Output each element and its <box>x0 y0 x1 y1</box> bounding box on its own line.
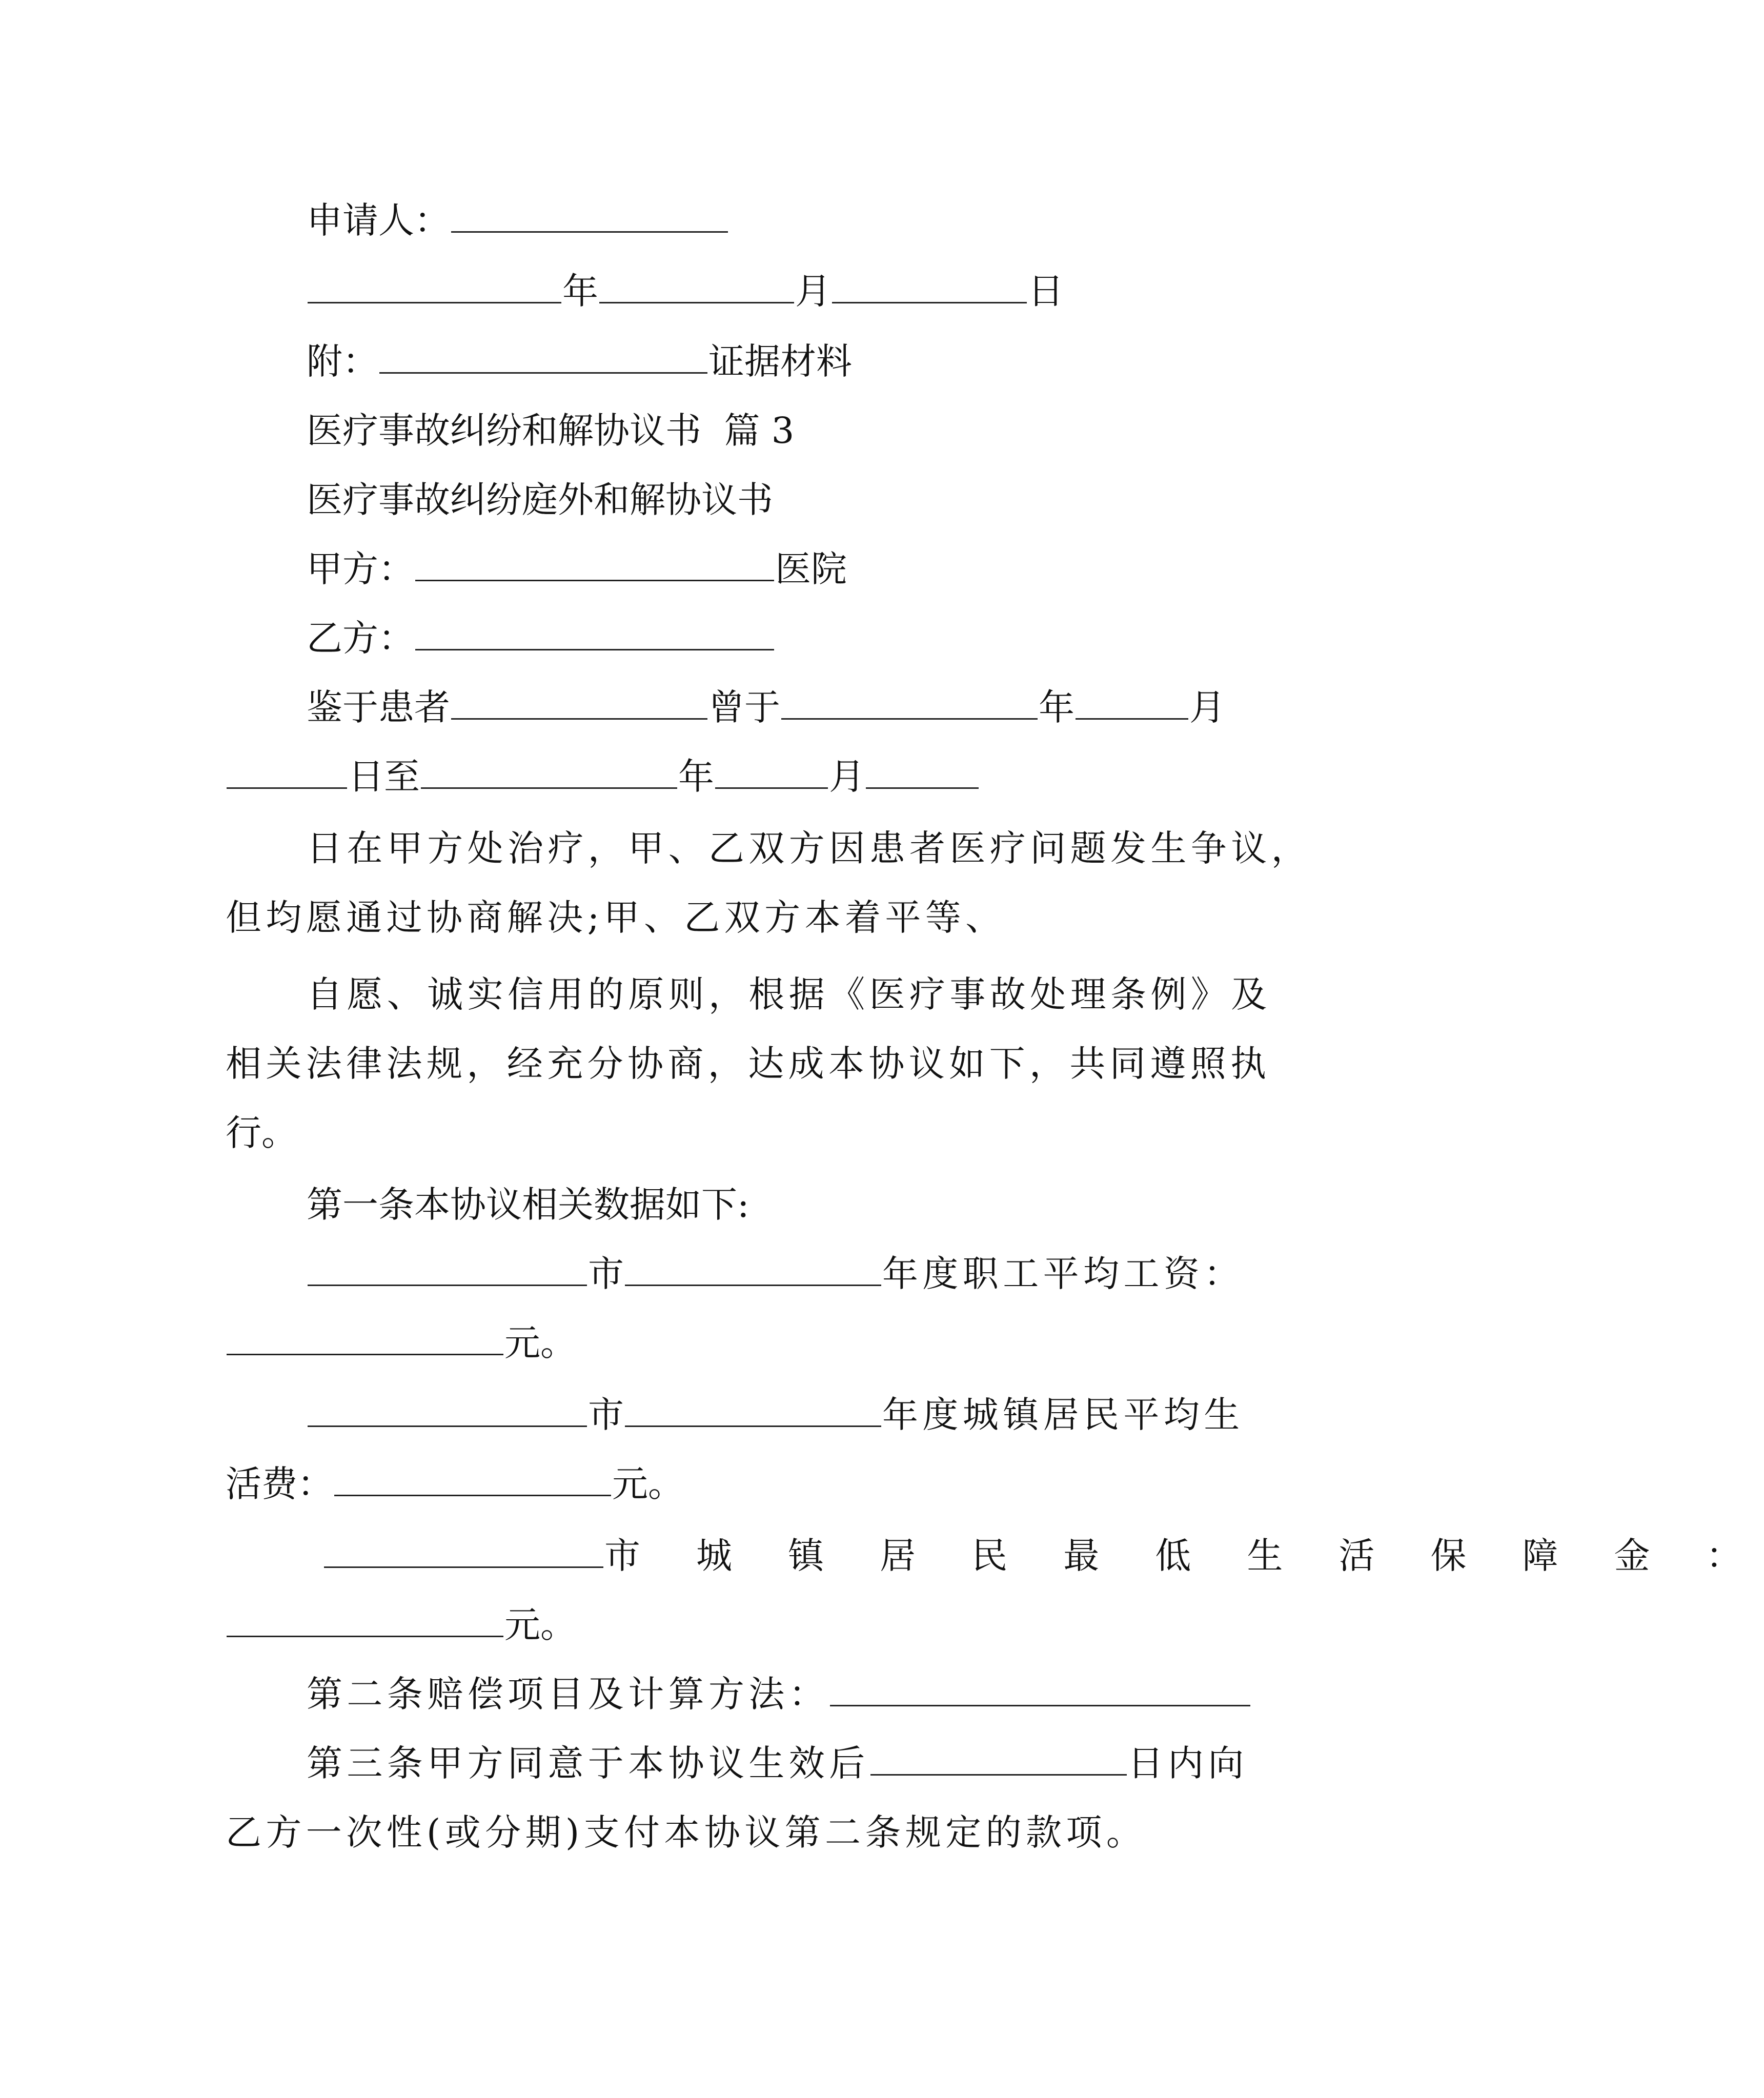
day-label: 日 <box>1028 270 1064 312</box>
wage-line <box>307 1248 1244 1299</box>
applicant-label: 申请人： <box>307 199 450 241</box>
party-a-label: 甲方： <box>307 548 414 590</box>
party-b-blank <box>415 617 774 650</box>
paragraph-line: 行。 <box>226 1112 297 1154</box>
intro-text: 月 <box>1189 686 1225 728</box>
intro-line-1 <box>307 682 1225 733</box>
intro-text: 曾于 <box>708 686 780 728</box>
wage-amount-blank <box>227 1322 503 1355</box>
minimum-amount-blank <box>227 1604 503 1637</box>
attachment-line <box>307 336 852 387</box>
minimum-label: 市 城 镇 居 民 最 低 生 活 保 障 金 ： <box>604 1535 1764 1577</box>
wage-city-blank <box>308 1253 587 1286</box>
applicant-line <box>307 195 729 246</box>
minimum-city-blank <box>324 1535 603 1568</box>
intro-text: 月 <box>829 756 865 798</box>
intro-text: 日至 <box>348 756 420 798</box>
party-b-label: 乙方： <box>307 617 414 659</box>
party-a-line <box>307 543 847 595</box>
article-1-title: 第一条本协议相关数据如下: <box>307 1184 749 1226</box>
attachment-blank <box>379 340 707 374</box>
day-blank <box>832 270 1027 303</box>
wage-year-blank <box>625 1253 881 1286</box>
paragraph-line: 但均愿通过协商解决;甲、乙双方本着平等、 <box>226 897 1006 939</box>
minimum-line <box>323 1530 1764 1581</box>
article-3-text: 第三条甲方同意于本协议生效后 <box>307 1742 869 1784</box>
year-label: 年 <box>562 270 598 312</box>
section-title: 医疗事故纠纷和解协议书 篇 3 <box>307 410 795 452</box>
year-blank <box>308 270 561 303</box>
start-day-blank <box>227 756 347 789</box>
article-3-line-1 <box>307 1738 1248 1789</box>
start-month-blank <box>1076 686 1188 720</box>
article-2-blank <box>830 1673 1250 1706</box>
wage-unit: 元。 <box>504 1322 576 1364</box>
intro-text: 鉴于患者 <box>307 686 450 728</box>
intro-text: 年 <box>1039 686 1074 728</box>
month-label: 月 <box>795 270 831 312</box>
living-city-blank <box>308 1394 587 1427</box>
paragraph-line: 自愿、诚实信用的原则，根据《医疗事故处理条例》及 <box>307 973 1271 1015</box>
living-city-label: 市 <box>588 1394 624 1436</box>
month-blank <box>599 270 794 303</box>
living-year-blank <box>625 1394 881 1427</box>
attachment-suffix: 证据材料 <box>708 340 852 382</box>
article-2-title: 第二条赔偿项目及计算方法： <box>307 1673 829 1715</box>
living-label-cont: 活费： <box>226 1463 333 1505</box>
party-a-suffix: 医院 <box>775 548 847 590</box>
living-amount-blank <box>334 1463 611 1496</box>
doc-title: 医疗事故纠纷庭外和解协议书 <box>307 479 773 521</box>
attachment-label: 附： <box>307 340 378 382</box>
intro-text: 年 <box>678 756 714 798</box>
date-line <box>307 266 1064 317</box>
article-2-line <box>307 1668 1251 1720</box>
minimum-amount-line <box>226 1599 576 1651</box>
wage-label: 年度职工平均工资： <box>882 1253 1244 1295</box>
intro-line-2 <box>226 751 980 802</box>
living-unit: 元。 <box>612 1463 684 1505</box>
start-year-blank <box>781 686 1038 720</box>
living-amount-line <box>226 1458 684 1510</box>
end-year-blank <box>421 756 677 789</box>
end-day-blank <box>866 756 979 789</box>
wage-amount-line <box>226 1317 576 1369</box>
paragraph-line: 日在甲方处治疗，甲、乙双方因患者医疗问题发生争议， <box>307 827 1311 869</box>
living-label: 年度城镇居民平均生 <box>882 1394 1244 1436</box>
applicant-blank <box>451 199 728 233</box>
article-3-text: 日内向 <box>1127 1742 1248 1784</box>
wage-city-label: 市 <box>588 1253 624 1295</box>
article-3-days-blank <box>870 1742 1127 1776</box>
paragraph-line: 相关法律法规，经充分协商，达成本协议如下，共同遵照执 <box>226 1043 1271 1085</box>
living-line <box>307 1389 1244 1440</box>
minimum-unit: 元。 <box>504 1604 576 1646</box>
patient-blank <box>451 686 707 720</box>
party-a-blank <box>415 548 774 581</box>
party-b-line <box>307 613 775 664</box>
article-3-line-2: 乙方一次性(或分期)支付本协议第二条规定的款项。 <box>226 1811 1147 1853</box>
end-month-blank <box>715 756 828 789</box>
